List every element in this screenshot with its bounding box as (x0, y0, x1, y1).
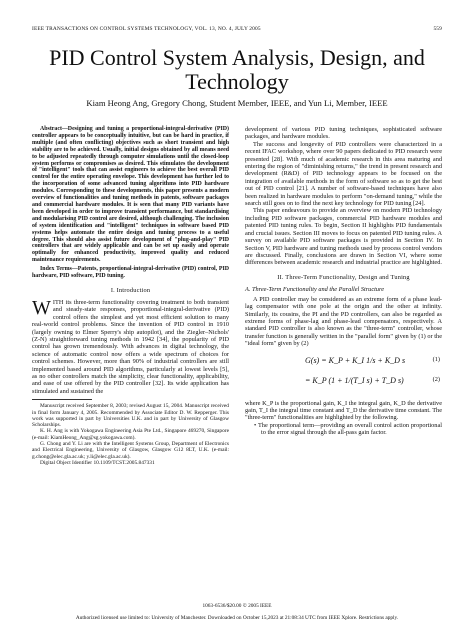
bullet-proportional-text: The proportional term—providing an overall control action proportional to the error signal through the all-pass gain factor. (257, 421, 442, 437)
footer-code: 1063-6536/$20.00 © 2005 IEEE (202, 603, 272, 609)
footnote-manuscript: Manuscript received September 8, 2003; revised August 15, 2004. Manuscript received in final form January 4, 2005. Recommended by Associate Editor D. W. Repperger. This work was supported in part by Universities U.K. and in part by University of Glasgow Scholarships. (32, 403, 229, 429)
equation-1: G(s) = K_P + K_I 1/s + K_D s (305, 355, 406, 365)
drop-cap: W (32, 296, 51, 319)
right-paragraph-2: The success and longevity of PID controllers were characterized in a recent IFAC workshop, where over 90 papers dedicated to PID research were presented [28]. With much of academic research in this area maturing and entering the region of "diminishing returns," the trend in present research and development (R&D) of PID technology appears to be focused on the integration of available methods in the form of software so as to get the best out of PID control [21]. A number of software-based techniques have also been realized in hardware modules to perform "on-demand tuning," while the search still goes on to find the next key technology for PID tuning [24]. (245, 140, 442, 208)
author-line: Kiam Heong Ang, Gregory Chong, Student Member, IEEE, and Yun Li, Member, IEEE (86, 98, 388, 108)
footer-license: Authorized licensed use limited to: University of Manchester. Downloaded on October 15,2023 at 21:08:34 UTC from IEEE Xplore. Restrictions apply. (75, 615, 399, 621)
equation-1-number: (1) (432, 355, 440, 363)
equation-block (245, 354, 442, 394)
subsection-a-heading: A. Three-Term Functionality and the Parallel Structure (245, 285, 385, 293)
footnote-rule (32, 399, 92, 400)
right-paragraph-3: This paper endeavours to provide an overview on modern PID technology including PID software packages, commercial PID hardware modules and patented PID tuning rules. To begin, Section II highlights PID fundamentals and crucial issues. Section III moves to focus on patented PID tuning rules. A survey on available PID software packages is provided in Section IV. In Section V, PID hardware and tuning methods used by process control vendors are discussed. Finally, conclusions are drawn in Section VI, where some differences between academic research and industrial practice are highlighted. (245, 207, 442, 267)
right-paragraph-1: development of various PID tuning techniques, sophisticated software packages, and hardware modules. (245, 126, 442, 141)
intro-paragraph (32, 296, 229, 395)
footnote-author-2: G. Chong and Y. Li are with the Intelligent Systems Group, Department of Electronics and Electrical Engineering, University of Glasgow, Glasgow G12 8LT, U.K. (e-mail: g.chong@elec.gla.ac.uk; y.li@elec.gla.ac.uk). (32, 441, 229, 460)
intro-text: ITH its three-term functionality covering treatment to both transient and steady-state responses, proportional-integral-derivative (PID) control offers the simplest and yet most efficient solution to many real-world control problems. Since the invention of PID control in 1910 (largely owning to Elmer Sperry's ship autopilot), and the Ziegler–Nichols' (Z-N) straightforward tuning methods in 1942 [34], the popularity of PID control has grown tremendously. With advances in digital technology, the science of automatic control now offers a wide spectrum of choices for control schemes. However, more than 90% of industrial controllers are still implemented based around PID algorithms, particularly at lowest levels [5], as no other controllers match the simplicity, clear functionality, applicability, and ease of use offered by the PID controller [32]. Its wide application has stimulated and sustained the (32, 298, 229, 395)
journal-header: IEEE TRANSACTIONS ON CONTROL SYSTEMS TECHNOLOGY, VOL. 13, NO. 4, JULY 2005 (32, 26, 261, 32)
bullet-proportional: • The proportional term—providing an overall control action proportional to the error signal through the all-pass gain factor. (254, 421, 442, 437)
footnote-doi: Digital Object Identifier 10.1109/TCST.2005.847331 (40, 459, 155, 466)
section-1-heading: I. Introduction (110, 286, 151, 294)
abstract: Abstract—Designing and tuning a proportional-integral-derivative (PID) controller appears to be conceptually intuitive, but can be hard in practice, if multiple (and often conflicting) objectives such as short transient and high stability are to be achieved. Usually, initial designs obtained by all means need to be adjusted repeatedly through computer simulations until the closed-loop system performs or compromises as desired. This stimulates the development of "intelligent" tools that can assist engineers to achieve the best overall PID control for the entire operating envelope. This development has further led to the incorporation of some advanced tuning algorithms into PID hardware modules. Corresponding to these developments, this paper presents a modern overview of functionalities and tuning methods in patents, software packages and commercial hardware modules. It is seen that many PID variants have been developed in order to improve transient performance, but standardising and modularising PID control are desired, although challenging. The inclusion of system identification and "intelligent" techniques in software based PID systems helps automate the entire design and tuning process to a useful degree. This should also assist future development of "plug-and-play" PID controllers that are widely applicable and can be set up easily and operate optimally for enhanced productivity, improved quality and reduced maintenance requirements. (32, 126, 229, 264)
paper-title: PID Control System Analysis, Design, and Technology (49, 45, 425, 94)
index-terms: Index Terms—Patents, proportional-integral-derivative (PID) control, PID hardware, PID software, PID tuning. (32, 266, 229, 280)
right-column (245, 126, 442, 437)
right-paragraph-4: A PID controller may be considered as an extreme form of a phase lead-lag compensator with one pole at the origin and the other at infinity. Similarly, its cousins, the PI and the PD controllers, can also be regarded as extreme forms of phase-lag and phase-lead compensators, respectively. A standard PID controller is also known as the "three-term" controller, whose transfer function is generally written in the "parallel form" given by (1) or the "ideal form" given by (2) (245, 295, 442, 348)
equation-2: = K_P (1 + 1/(T_I s) + T_D s) (305, 375, 404, 385)
page-number: 559 (433, 26, 442, 32)
equation-2-number: (2) (432, 375, 440, 383)
running-header (32, 26, 442, 32)
section-2-heading: II. Three-Term Functionality, Design and Tuning (277, 273, 410, 281)
left-column (32, 126, 229, 466)
right-paragraph-5: where K_P is the proportional gain, K_I the integral gain, K_D the derivative gain, T_I the integral time constant and T_D the derivative time constant. The "three-term" functionalities are highlighted by the following. (245, 399, 442, 422)
footnote-author-1: K. H. Ang is with Yokogawa Engineering Asia Pte Ltd., Singapore 469270, Singapore (e-mail: KiamHeong_Ang@sg.yokogawa.com). (32, 428, 229, 441)
